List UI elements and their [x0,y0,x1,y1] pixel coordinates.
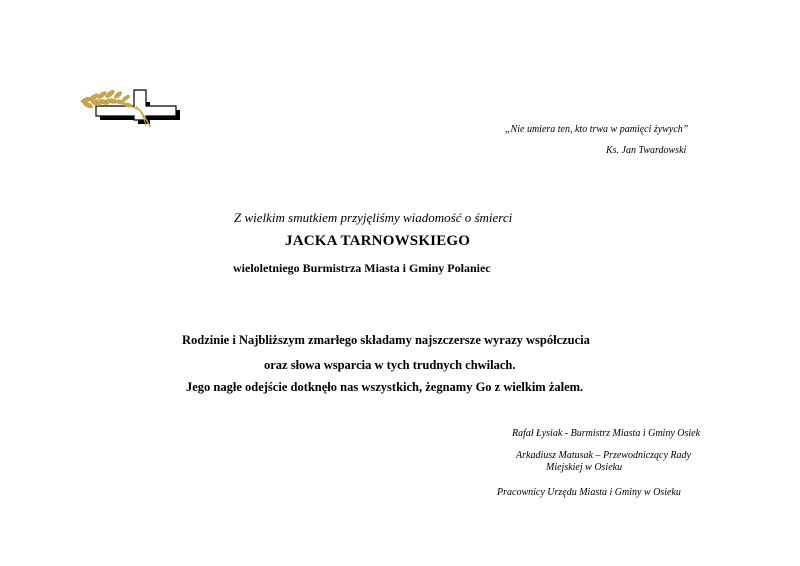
signature-council-chair-cont: Miejskiej w Osieku [546,462,623,473]
signature-office-staff: Pracownicy Urzędu Miasta i Gminy w Osieku [497,487,681,498]
epigraph-quote: „Nie umiera ten, kto trwa w pamięci żywych” [505,124,689,135]
condolence-line: Jego nagłe odejście dotknęło nas wszystkich, żegnamy Go z wielkim żalem. [186,380,584,394]
condolence-line: Rodzinie i Najbliższym zmarłego składamy najszczersze wyrazy współczucia [182,333,590,347]
deceased-name: JACKA TARNOWSKIEGO [285,233,471,249]
signature-council-chair: Arkadiusz Matusak – Przewodniczący Rady [516,450,691,461]
deceased-role: wieloletniego Burmistrza Miasta i Gminy Połaniec [233,261,491,275]
cross-with-wheat-icon [78,80,184,128]
condolence-line: oraz słowa wsparcia w tych trudnych chwilach. [264,358,516,372]
epigraph-author: Ks. Jan Twardowski [606,145,687,156]
signature-mayor: Rafał Łysiak - Burmistrz Miasta i Gminy Osiek [512,428,701,439]
announcement-intro: Z wielkim smutkiem przyjęliśmy wiadomość o śmierci [234,210,513,225]
